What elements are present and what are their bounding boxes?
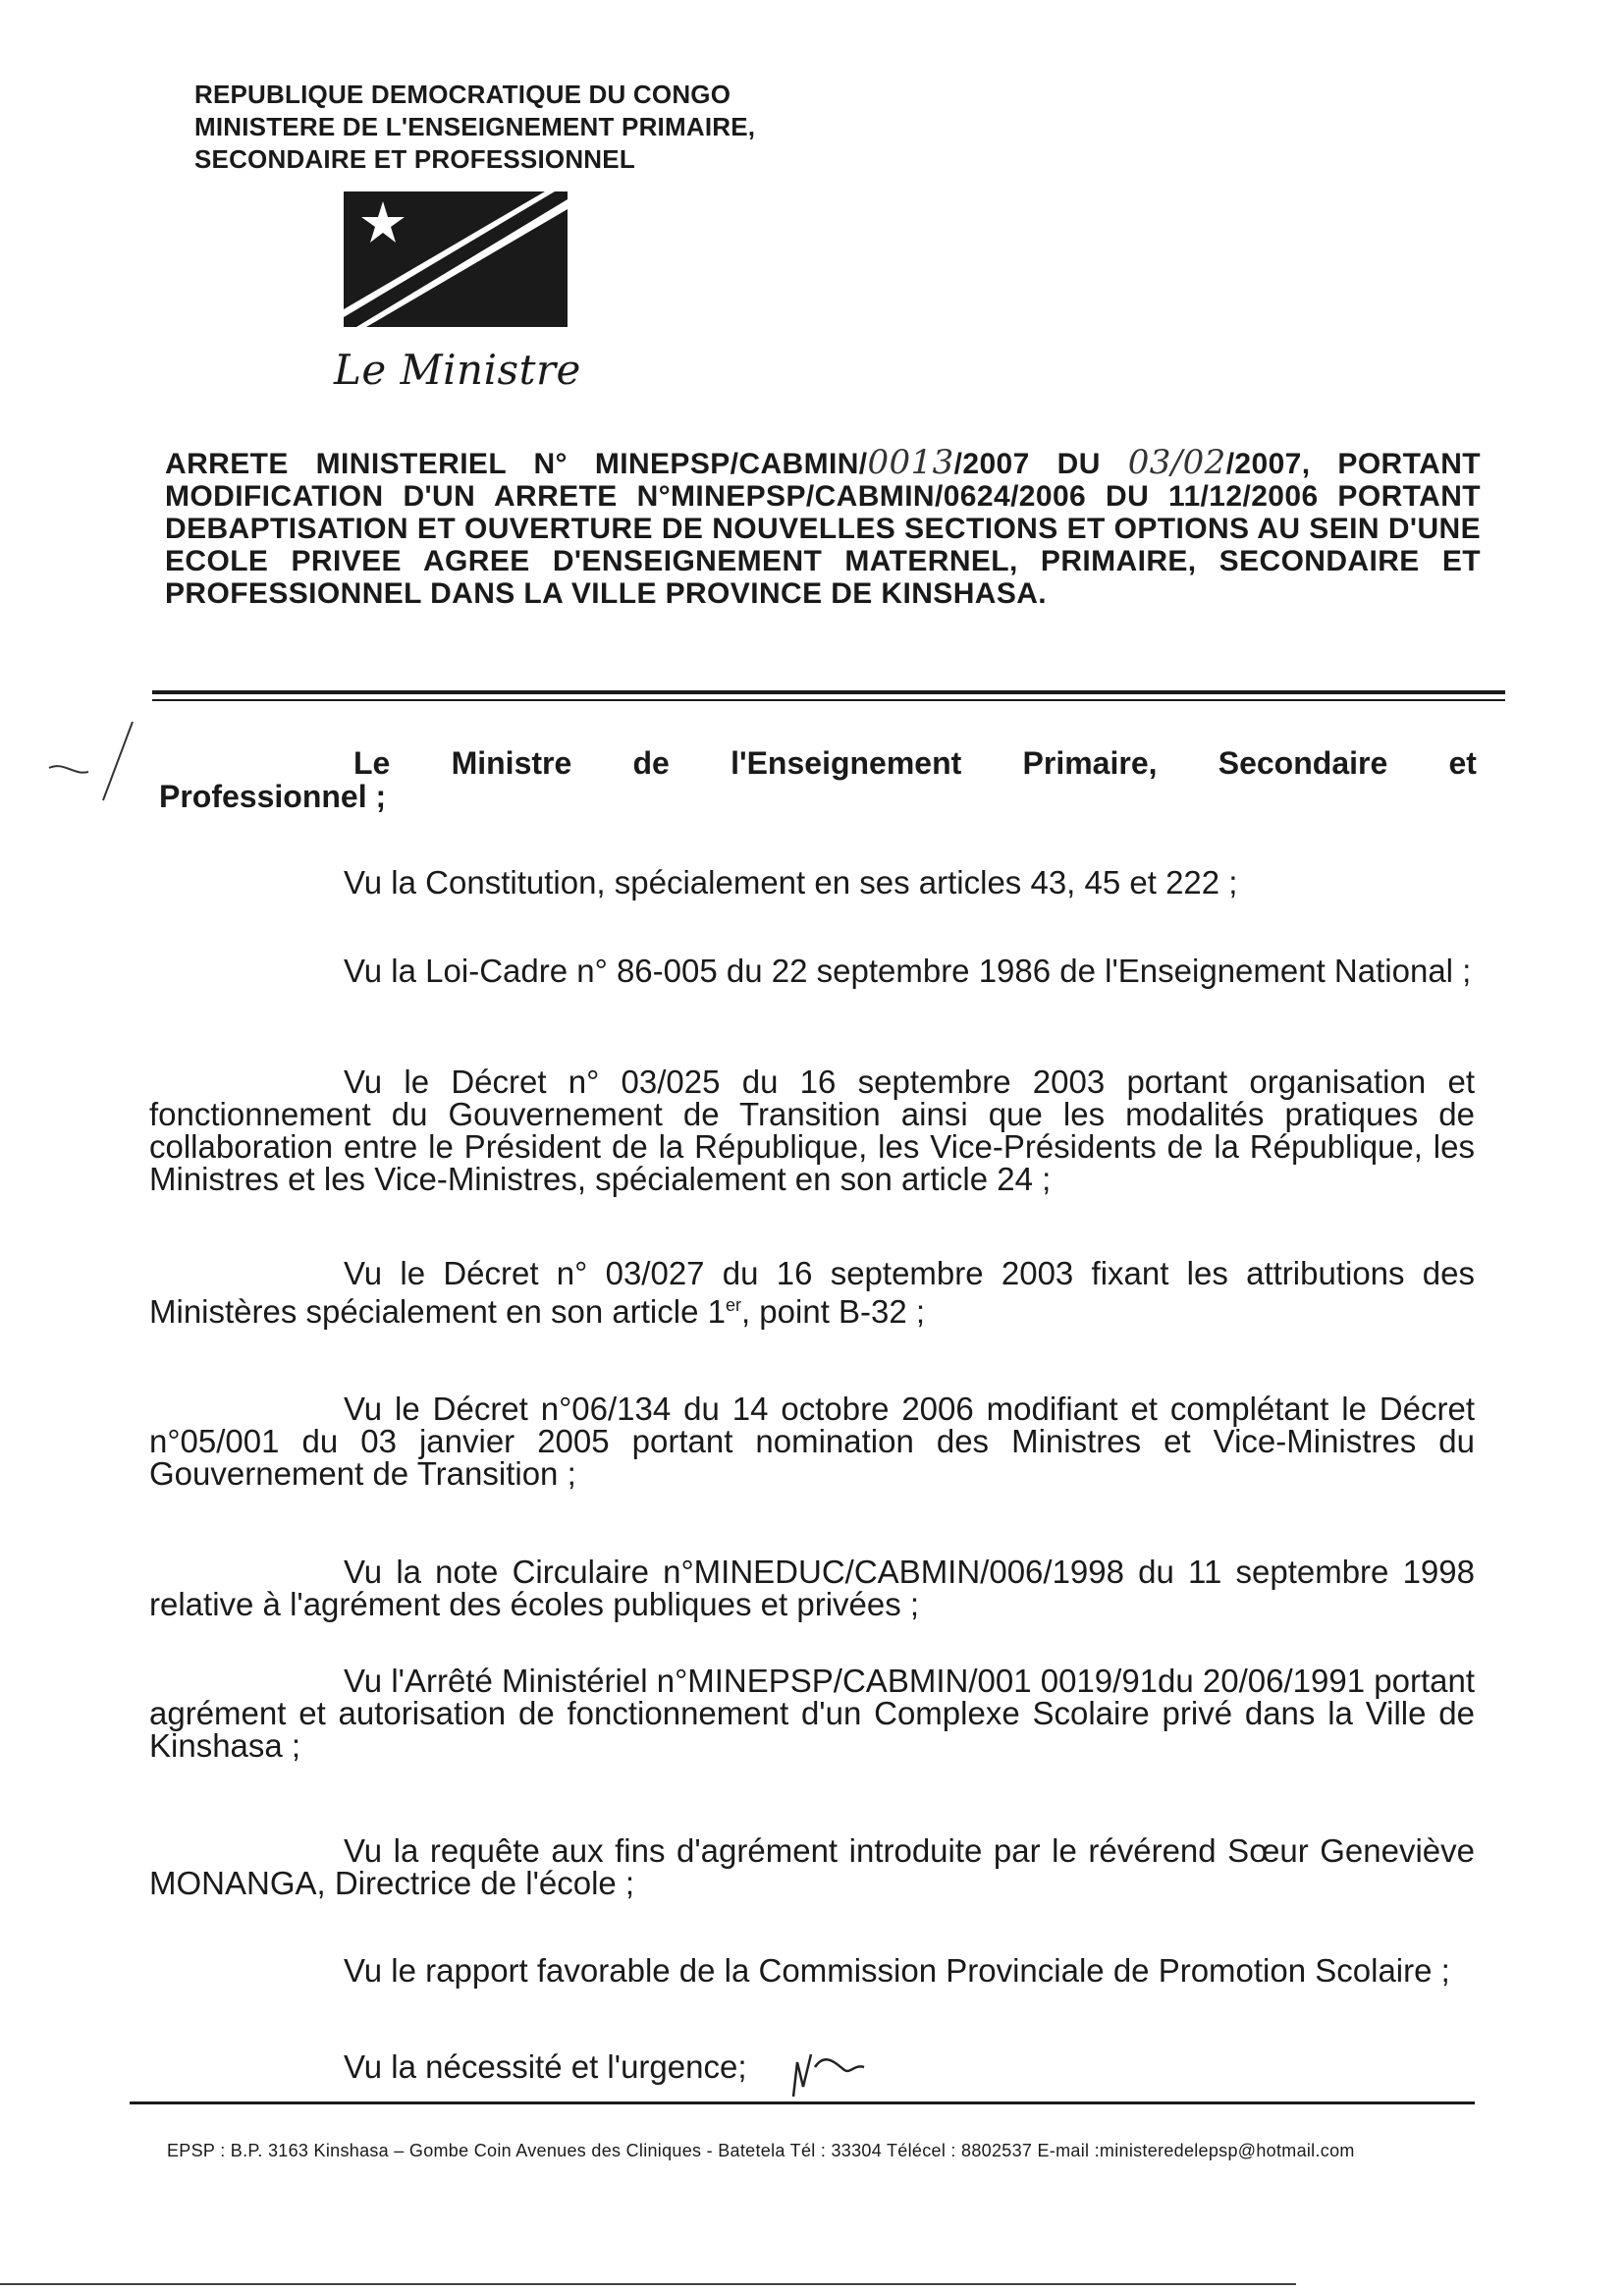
paragraph-decret-134: Vu le Décret n°06/134 du 14 octobre 2006 modifiant et complétant le Décret n°05/001 du 03 janvier 2005 portant nomination des Ministres et Vice-Ministres du Gouvernement de Transition ; <box>149 1391 1475 1492</box>
arrete-title: ARRETE MINISTERIEL N° MINEPSP/CABMIN/0013/2007 DU 03/02/2007, PORTANT MODIFICATION D'UN ARRETE N°MINEPSP/CABMIN/0624/2006 DU 11/12/2006 PORTANT DEBAPTISATION ET OUVERTURE DE NOUVELLES SECTIONS ET OPTIONS AU SEIN D'UNE ECOLE PRIVEE AGREE D'ENSEIGNEMENT MATERNEL, PRIMAIRE, SECONDAIRE ET PROFESSIONNEL DANS LA VILLE PROVINCE DE KINSHASA. <box>165 443 1481 610</box>
page-bottom-line <box>0 2283 1296 2285</box>
letterhead-ministry: MINISTERE DE L'ENSEIGNEMENT PRIMAIRE, <box>194 112 756 141</box>
paragraph-rapport: Vu le rapport favorable de la Commission Provinciale de Promotion Scolaire ; <box>344 1952 1450 1989</box>
initials-signature <box>785 2043 893 2101</box>
footer-contact: EPSP : B.P. 3163 Kinshasa – Gombe Coin Avenues des Cliniques - Batetela Tél : 33304 Télécel : 8802537 E-mail :ministeredelepsp@hotmail.com <box>167 2141 1355 2160</box>
flag-icon <box>344 191 568 327</box>
paragraph-decret-025: Vu le Décret n° 03/025 du 16 septembre 2003 portant organisation et fonctionnement du Gouvernement de Transition ainsi que les modalités pratiques de collaboration entre le Président de la République, les Vice-Présidents de la République, les Ministres et les Vice-Ministres, spécialement en son article 24 ; <box>149 1064 1475 1197</box>
paragraph-constitution: Vu la Constitution, spécialement en ses articles 43, 45 et 222 ; <box>344 864 1238 900</box>
handwritten-date: 03/02 <box>1127 443 1226 482</box>
letterhead-ministry-cont: SECONDAIRE ET PROFESSIONNEL <box>194 144 635 174</box>
paragraph-loi-cadre: Vu la Loi-Cadre n° 86-005 du 22 septembre 1986 de l'Enseignement National ; <box>344 953 1472 989</box>
handwritten-number: 0013 <box>867 443 954 482</box>
paragraph-requete: Vu la requête aux fins d'agrément introduite par le révérend Sœur Geneviève MONANGA, Directrice de l'école ; <box>149 1832 1475 1901</box>
paragraph-decret-027: Vu le Décret n° 03/027 du 16 septembre 2003 fixant les attributions des Ministères spécialement en son article 1er, point B-32 ; <box>149 1255 1475 1330</box>
intro: Le Ministre de l'Enseignement Primaire, Secondaire et Professionnel ; <box>159 745 1477 814</box>
paragraph-arrete-1991: Vu l'Arrêté Ministériel n°MINEPSP/CABMIN/001 0019/91du 20/06/1991 portant agrément et autorisation de fonctionnement d'un Complexe Scolaire privé dans la Ville de Kinshasa ; <box>149 1663 1475 1764</box>
divider <box>152 699 1505 701</box>
margin-mark <box>39 717 147 825</box>
footer-divider <box>130 2101 1475 2104</box>
paragraph-urgence: Vu la nécessité et l'urgence; <box>344 2048 747 2085</box>
divider <box>152 690 1505 694</box>
letterhead <box>194 79 980 176</box>
paragraph-circulaire: Vu la note Circulaire n°MINEDUC/CABMIN/006/1998 du 11 septembre 1998 relative à l'agrément des écoles publiques et privées ; <box>149 1554 1475 1622</box>
letterhead-country: REPUBLIQUE DEMOCRATIQUE DU CONGO <box>194 80 731 109</box>
minister-title: Le Ministre <box>334 346 581 394</box>
